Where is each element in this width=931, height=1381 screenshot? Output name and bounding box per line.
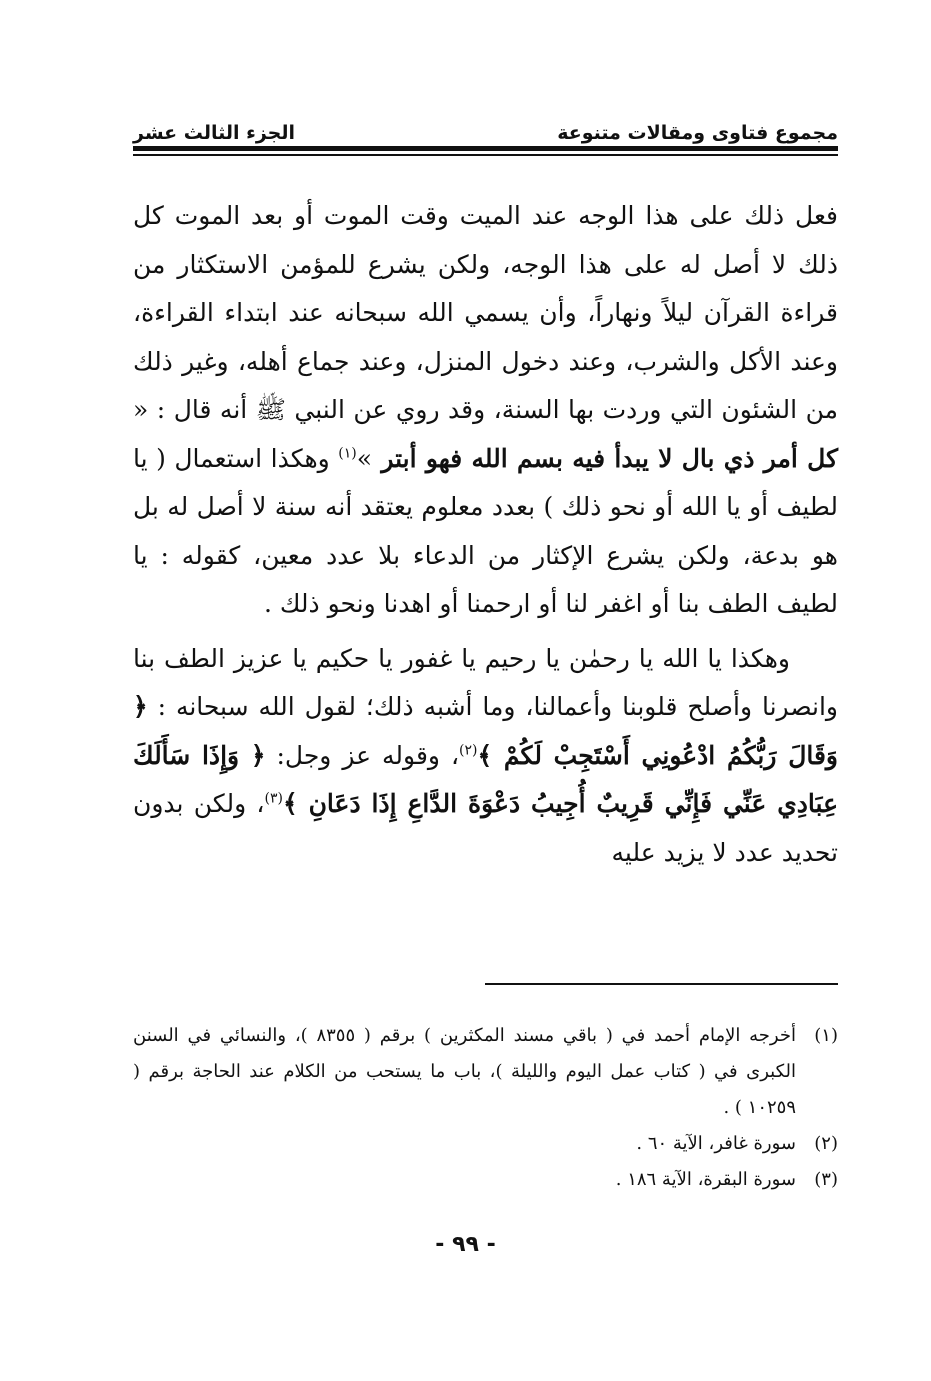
footnote-text: أخرجه الإمام أحمد في ( باقي مسند المكثرين ) برقم ( ٨٣٥٥ )، والنسائي في السنن الكبرى في ( كتاب عمل اليوم والليلة )، باب ما يستحب من الكلام عند الحاجة برقم ( ١٠٢٥٩ ) . xyxy=(133,1025,796,1118)
paragraph-1-quote-close: » xyxy=(356,443,373,473)
paragraph-2-text-b: ، وقوله عز وجل: xyxy=(265,740,460,770)
paragraph-1-text-a: فعل ذلك على هذا الوجه عند الميت وقت الموت أو بعد الموت كل ذلك لا أصل له على هذا الوجه، ولكن يشرع للمؤمن الاستكثار من قراءة القرآن ليلاً ونهاراً، وأن يسمي الله سبحانه عند ابتداء القراءة، وعند الأكل والشرب، وعند دخول المنزل، وعند جماع أهله، وغير ذلك من الشئون التي وردت بها السنة، وقد روي عن النبي ﷺ أنه قال : « xyxy=(133,201,838,424)
footnote-ref-1[interactable]: (١) xyxy=(338,445,357,462)
quran-verse-2: ﴿ وَإِذَا سَأَلَكَ عِبَادِي عَنِّي فَإِنِّي قَرِيبٌ أُجِيبُ دَعْوَةَ الدَّاعِ إِذَا دَعَانِ ﴾ xyxy=(133,740,838,818)
footnote-separator xyxy=(485,983,838,985)
footnote-text: سورة غافر، الآية ٦٠ . xyxy=(636,1133,796,1154)
footnote-text: سورة البقرة، الآية ١٨٦ . xyxy=(615,1169,796,1190)
footnote-number: (٣) xyxy=(814,1169,838,1190)
running-header xyxy=(133,108,838,144)
footnote-3 xyxy=(133,1162,838,1198)
footnote-number: (١) xyxy=(814,1025,838,1046)
volume-title: الجزء الثالث عشر xyxy=(133,122,296,144)
paragraph-2-text-c: ، ولكن بدون تحديد عدد لا يزيد عليه xyxy=(133,789,838,867)
page-number: - ٩٩ - xyxy=(435,1232,496,1257)
quran-verse-1: ﴿ وَقَالَ رَبُّكُمُ ادْعُونِي أَسْتَجِبْ لَكُمْ ﴾ xyxy=(133,692,839,770)
paragraph-1 xyxy=(133,192,838,629)
footnote-number: (٢) xyxy=(814,1133,838,1154)
header-rule-thin xyxy=(133,154,838,156)
footnotes xyxy=(133,1018,838,1198)
paragraph-2 xyxy=(133,635,838,878)
paragraph-2-text-a: وهكذا يا الله يا رحمٰن يا رحيم يا غفور يا حكيم يا عزيز الطف بنا وانصرنا وأصلح قلوبنا وأعمالنا، وما أشبه ذلك؛ لقول الله سبحانه : xyxy=(133,643,838,721)
footnote-ref-3[interactable]: (٣) xyxy=(264,790,283,807)
hadith-quote: كل أمر ذي بال لا يبدأ فيه بسم الله فهو أبتر xyxy=(372,443,838,473)
main-text xyxy=(133,192,838,877)
footnote-2 xyxy=(133,1126,838,1162)
footnote-ref-2[interactable]: (٢) xyxy=(459,742,478,759)
footnote-1 xyxy=(133,1018,838,1126)
header-rule-thick xyxy=(133,146,838,151)
paragraph-1-text-b: وهكذا استعمال ( يا لطيف أو يا الله أو نحو ذلك ) بعدد معلوم يعتقد أنه سنة لا أصل له بل هو بدعة، ولكن يشرع الإكثار من الدعاء بلا عدد معين، كقوله : يا لطيف الطف بنا أو اغفر لنا أو ارحمنا أو اهدنا ونحو ذلك . xyxy=(133,443,838,618)
book-title: مجموع فتاوى ومقالات متنوعة xyxy=(557,122,838,144)
